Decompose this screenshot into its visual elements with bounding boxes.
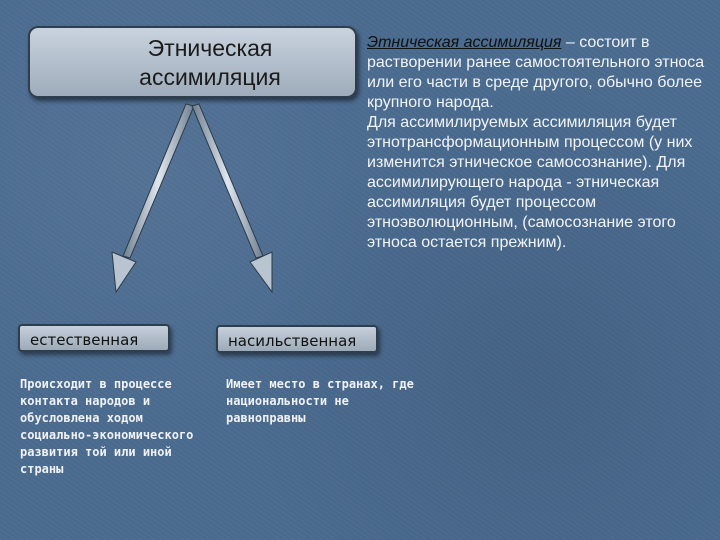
- forced-type-box: насильственная: [216, 325, 378, 353]
- natural-description: Происходит в процессе контакта народов и обусловлена ходом социально-экономического развития той или иной страны: [20, 377, 194, 476]
- definition-part-1: – состоит в растворении ранее самостоятельного этноса или его части в среде другого, обычно более крупного народа.: [367, 34, 705, 111]
- definition-part-2: Для ассимилируемых ассимиляция будет этнотрансформационным процессом (у них изменится этническое самосознание). Для ассимилирующего народа - этническая ассимиляция будет процессом этноэволюционным, (самосознание этого этноса остается прежним).: [367, 114, 693, 251]
- title-line-1: Этническая: [147, 35, 273, 61]
- title-line-2: ассимиляция: [139, 64, 281, 90]
- arrow-to-natural: [112, 104, 194, 292]
- forced-description: Имеет место в странах, где национальности не равноправны: [226, 377, 414, 425]
- arrow-to-forced: [192, 104, 272, 292]
- natural-type-box: естественная: [18, 324, 170, 352]
- definition-term: Этническая ассимиляция: [367, 34, 562, 51]
